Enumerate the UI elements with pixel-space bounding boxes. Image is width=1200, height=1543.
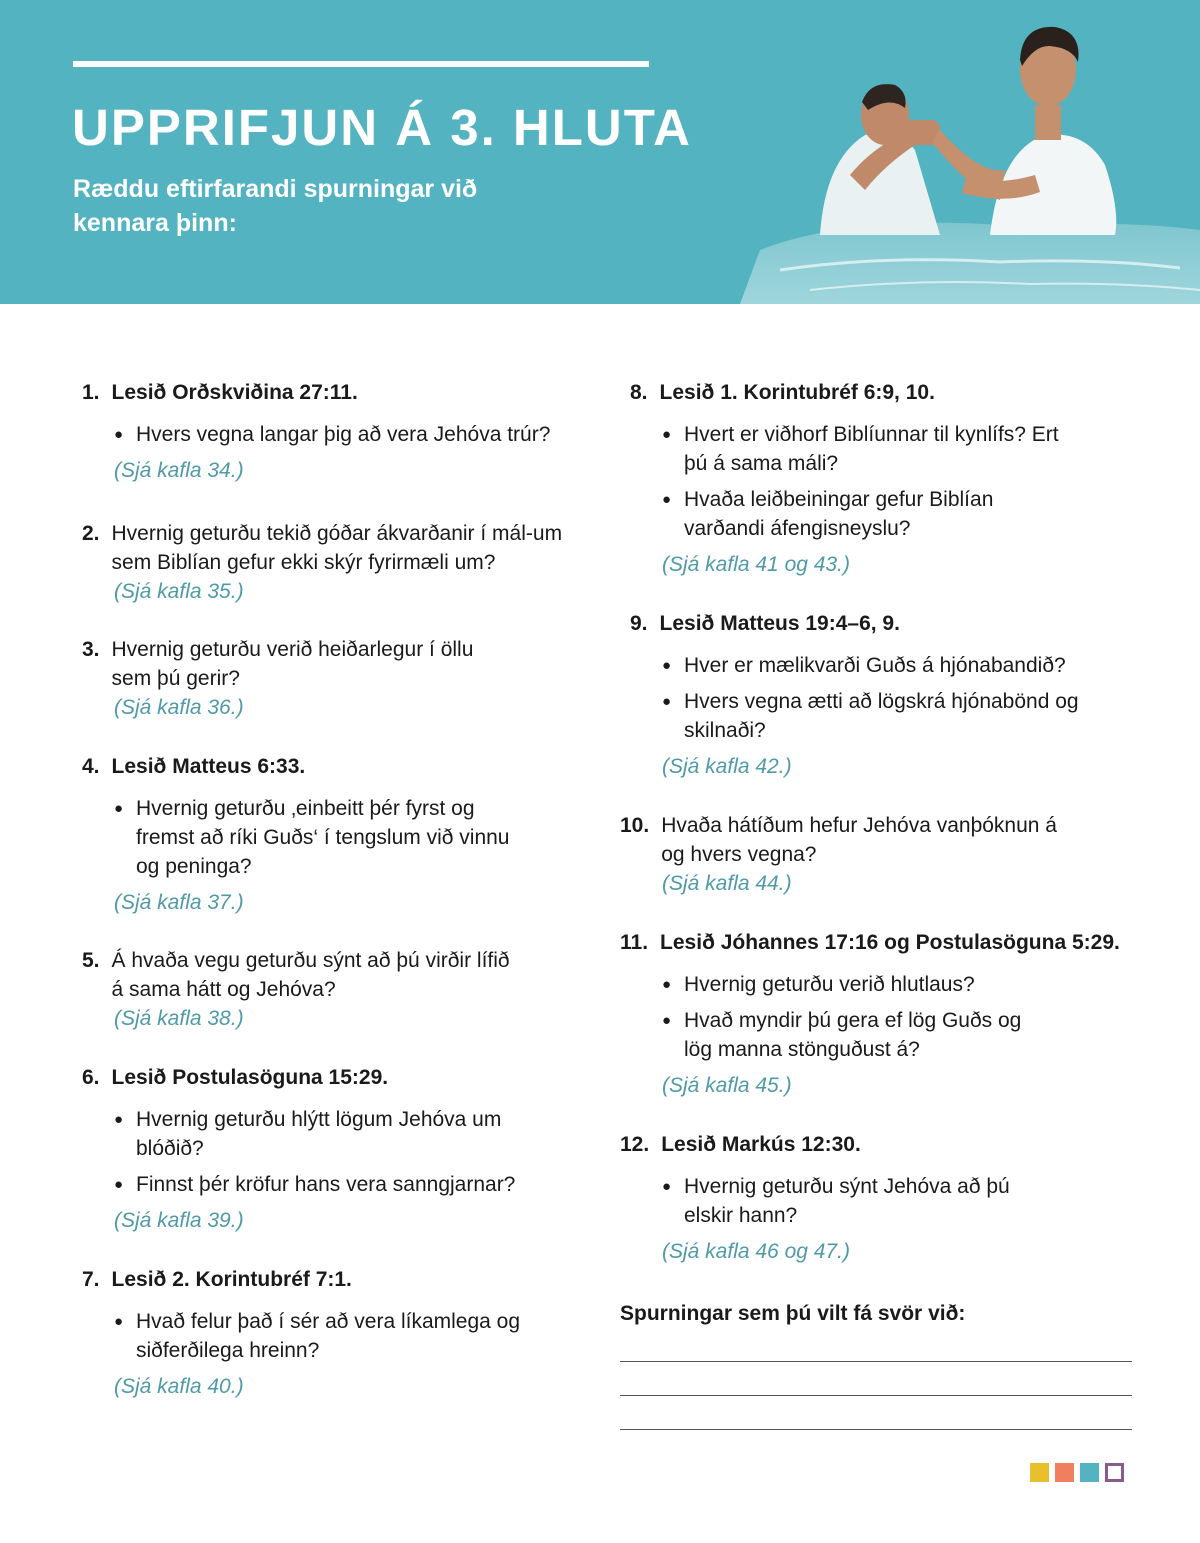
bullet-item: ● Hvernig geturðu hlýtt lögum Jehóva um blóðið? [114,1105,504,1163]
chapter-reference: (Sjá kafla 40.) [114,1375,244,1398]
bullet-list [82,420,602,449]
question-number: 4. [82,755,100,778]
question-text: Hvernig geturðu tekið góðar ákvarðanir í mál-um sem Biblían gefur ekki skýr fyrirmæli um? [111,522,563,574]
bullet-list [620,420,1140,543]
questions-column-left [82,378,602,1401]
question-text: Hvaða hátíðum hefur Jehóva vanþóknun á og hvers vegna? [661,814,1057,866]
bullet-list [620,1172,1140,1230]
chapter-reference: (Sjá kafla 36.) [114,696,244,719]
question-number: 7. [82,1268,100,1291]
chapter-reference: (Sjá kafla 44.) [662,872,792,895]
question-6 [82,1063,602,1235]
question-text: Lesið Jóhannes 17:16 og Postulasöguna 5:29. [660,931,1120,954]
question-text: Lesið 2. Korintubréf 7:1. [111,1268,352,1291]
bullet-list [82,1307,602,1365]
question-number: 10. [620,814,650,837]
bullet-list [82,794,602,881]
question-10 [620,811,1140,898]
bullet-list [620,651,1140,745]
bullet-item: ● Hvernig geturðu sýnt Jehóva að þú elskir hann? [662,1172,1062,1230]
question-number: 11. [620,931,649,954]
question-12 [620,1130,1140,1266]
chapter-reference: (Sjá kafla 46 og 47.) [662,1240,850,1263]
question-number: 9. [630,612,648,635]
page-title: UPPRIFJUN Á 3. HLUTA [72,99,692,156]
header-rule [73,61,649,67]
yellow-square [1030,1463,1049,1482]
bullet-item: ● Hvaða leiðbeiningar gefur Biblían varðandi áfengisneyslu? [662,485,1032,543]
teal-square [1080,1463,1099,1482]
notes-section [620,1299,1140,1430]
chapter-reference: (Sjá kafla 34.) [114,459,244,482]
baptism-illustration [700,0,1200,304]
question-text: Lesið Orðskviðina 27:11. [111,381,358,404]
question-11 [620,928,1140,1100]
question-number: 12. [620,1133,650,1156]
question-text: Lesið Matteus 6:33. [111,755,306,778]
notes-prompt: Spurningar sem þú vilt fá svör við: [620,1302,966,1325]
bullet-item: ● Finnst þér kröfur hans vera sanngjarnar? [114,1170,602,1199]
question-text: Á hvaða vegu geturðu sýnt að þú virðir lífið á sama hátt og Jehóva? [111,949,510,1001]
question-9 [620,609,1140,781]
question-number: 3. [82,638,100,661]
chapter-reference: (Sjá kafla 37.) [114,891,244,914]
question-number: 5. [82,949,100,972]
bullet-item: ● Hvernig geturðu verið hlutlaus? [662,970,1140,999]
bullet-item: ● Hver er mælikvarði Guðs á hjónabandið? [662,651,1140,680]
chapter-reference: (Sjá kafla 42.) [662,755,792,778]
bullet-item: ● Hvers vegna ætti að lögskrá hjónabönd og skilnaði? [662,687,1092,745]
question-number: 6. [82,1066,100,1089]
question-text: Lesið Matteus 19:4–6, 9. [659,612,900,635]
header-banner [0,0,1200,304]
outlined-square [1105,1463,1124,1482]
bullet-item: ● Hvert er viðhorf Biblíunnar til kynlífs? Ert þú á sama máli? [662,420,1062,478]
bullet-item: ● Hvað felur það í sér að vera líkamlega og siðferðilega hreinn? [114,1307,524,1365]
chapter-reference: (Sjá kafla 38.) [114,1007,244,1030]
question-3 [82,635,602,722]
question-7 [82,1265,602,1401]
answer-line [620,1361,1132,1362]
answer-line [620,1429,1132,1430]
bullet-item: ● Hvað myndir þú gera ef lög Guðs og lög manna stönguðust á? [662,1006,1032,1064]
question-number: 1. [82,381,100,404]
question-text: Lesið Markús 12:30. [661,1133,861,1156]
bullet-list [620,970,1140,1064]
page-subtitle: Ræddu eftirfarandi spurningar við kennara þinn: [73,175,478,237]
chapter-reference: (Sjá kafla 41 og 43.) [662,553,850,576]
bullet-list [82,1105,602,1199]
bullet-item: ● Hvers vegna langar þig að vera Jehóva trúr? [114,420,602,449]
chapter-reference: (Sjá kafla 35.) [114,580,244,603]
chapter-reference: (Sjá kafla 45.) [662,1074,792,1097]
question-text: Lesið 1. Korintubréf 6:9, 10. [659,381,935,404]
question-1 [82,378,602,485]
answer-line [620,1395,1132,1396]
bullet-item: ● Hvernig geturðu ‚einbeitt þér fyrst og fremst að ríki Guðs‘ í tengslum við vinnu og peninga? [114,794,514,881]
question-4 [82,752,602,917]
question-5 [82,946,602,1033]
question-text: Hvernig geturðu verið heiðarlegur í öllu sem þú gerir? [111,638,474,690]
question-2 [82,519,602,606]
chapter-reference: (Sjá kafla 39.) [114,1209,244,1232]
question-number: 2. [82,522,100,545]
orange-square [1055,1463,1074,1482]
question-8 [620,378,1140,579]
question-text: Lesið Postulasöguna 15:29. [111,1066,389,1089]
question-number: 8. [630,381,648,404]
section-color-squares [1030,1463,1124,1482]
questions-column-right [620,378,1140,1430]
